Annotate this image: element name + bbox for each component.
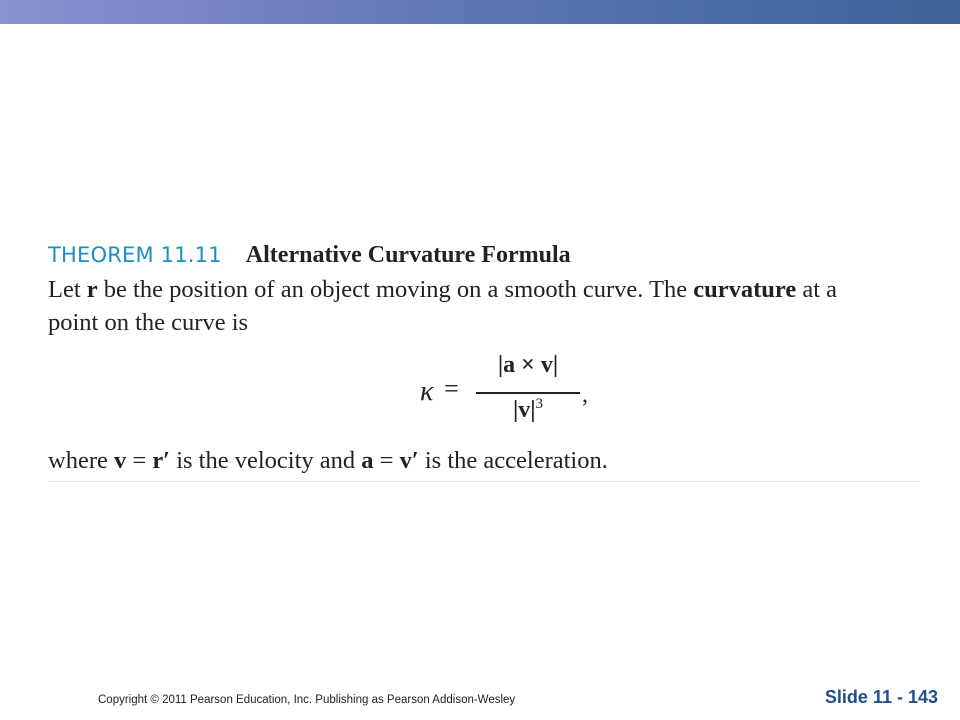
formula-numerator [476, 352, 580, 379]
statement-line-2: point on the curve is [48, 309, 249, 336]
equals-sign: = [126, 447, 153, 474]
formula-denominator [476, 396, 580, 424]
statement-text: Let [48, 276, 87, 303]
copyright-footer: Copyright © 2011 Pearson Education, Inc. Publishing as Pearson Addison-Wesley [98, 694, 516, 706]
theorem-title: Alternative Curvature Formula [245, 242, 571, 268]
position-derivative: r′ [152, 447, 171, 474]
fraction-bar [476, 392, 580, 394]
formula-comma: , [582, 382, 588, 408]
formula-denominator-exponent: 3 [535, 396, 544, 412]
curvature-term: curvature [693, 276, 797, 303]
theorem-heading [48, 242, 571, 272]
formula-kappa: κ [420, 376, 434, 407]
definitions-text: is the acceleration. [418, 447, 608, 474]
position-vector-symbol: r [86, 276, 98, 303]
equals-sign: = [373, 447, 400, 474]
top-header-bar [0, 0, 960, 24]
statement-line-1 [48, 276, 837, 304]
definitions-text: is the velocity and [170, 447, 362, 474]
statement-text: be the position of an object moving on a smooth curve. The [97, 276, 694, 303]
velocity-derivative: v′ [399, 447, 419, 474]
acceleration-symbol: a [361, 447, 374, 474]
definitions-text: where [48, 447, 114, 474]
velocity-symbol: v [113, 447, 127, 474]
statement-text: at a [796, 276, 838, 303]
formula-equals: = [444, 374, 459, 403]
formula-numerator-text: |a × v| [497, 352, 559, 378]
theorem-bottom-rule [48, 481, 920, 482]
curvature-formula [420, 352, 620, 432]
slide-number: Slide 11 - 143 [824, 687, 938, 707]
formula-denominator-base: |v| [512, 397, 536, 423]
theorem-number: THEOREM 11.11 [48, 243, 222, 267]
definitions-line [48, 447, 608, 475]
